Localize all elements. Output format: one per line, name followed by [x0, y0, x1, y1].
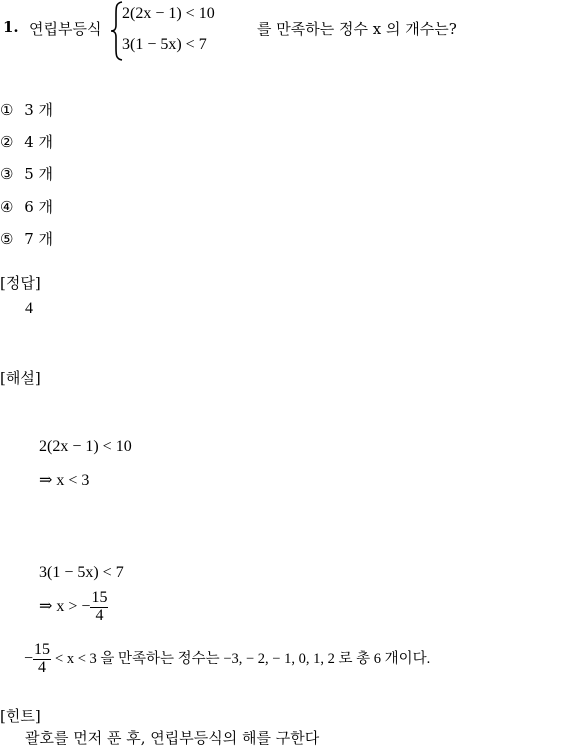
- fraction-15-over-4: [90, 590, 108, 625]
- fraction-denominator: 4: [95, 606, 104, 624]
- solution-step1-line1: 2(2x − 1) < 10: [39, 438, 132, 455]
- system-line-1: 2(2x − 1) < 10: [122, 5, 215, 22]
- choice-text: 3 개: [24, 101, 54, 119]
- solution-label: [해설]: [0, 369, 41, 387]
- choice-text: 7 개: [24, 230, 54, 248]
- question-suffix: 를 만족하는 정수 x 의 개수는?: [257, 20, 457, 38]
- choice-marker: ⑤: [0, 230, 14, 248]
- solution-step1-line2: ⇒ x < 3: [39, 472, 90, 489]
- choice-text: 4 개: [24, 133, 54, 151]
- answer-value: 4: [25, 300, 33, 317]
- choice-4: [0, 196, 53, 217]
- system-line-2: 3(1 − 5x) < 7: [122, 36, 207, 53]
- choice-1: [0, 99, 53, 120]
- choice-marker: ④: [0, 198, 14, 216]
- choice-text: 5 개: [24, 165, 54, 183]
- solution-conclusion: [24, 642, 430, 677]
- fraction-numerator: 15: [91, 589, 108, 606]
- question-number: 1.: [3, 18, 19, 36]
- solution-step2-line2: [39, 590, 108, 625]
- fraction-denominator: 4: [38, 658, 47, 676]
- answer-label: [정답]: [0, 274, 41, 292]
- solution-step2-line1: 3(1 − 5x) < 7: [39, 564, 124, 581]
- choice-5: [0, 228, 53, 249]
- choice-2: [0, 131, 53, 152]
- choice-marker: ①: [0, 101, 14, 119]
- choice-3: [0, 163, 53, 184]
- choice-marker: ③: [0, 165, 14, 183]
- conclusion-text: < x < 3 을 만족하는 정수는 −3, − 2, − 1, 0, 1, 2 로 총 6 개이다.: [55, 650, 431, 667]
- step2-inequality: ⇒ x > −: [39, 597, 91, 615]
- fraction-numerator: 15: [34, 641, 51, 658]
- fraction-15-over-4: [33, 642, 51, 677]
- hint-label: [힌트]: [0, 707, 41, 725]
- choice-marker: ②: [0, 133, 14, 151]
- question-prefix: 연립부등식: [29, 20, 102, 38]
- conclusion-minus: −: [24, 649, 34, 667]
- choice-text: 6 개: [24, 198, 54, 216]
- hint-text: 괄호를 먼저 푼 후, 연립부등식의 해를 구한다: [25, 729, 320, 747]
